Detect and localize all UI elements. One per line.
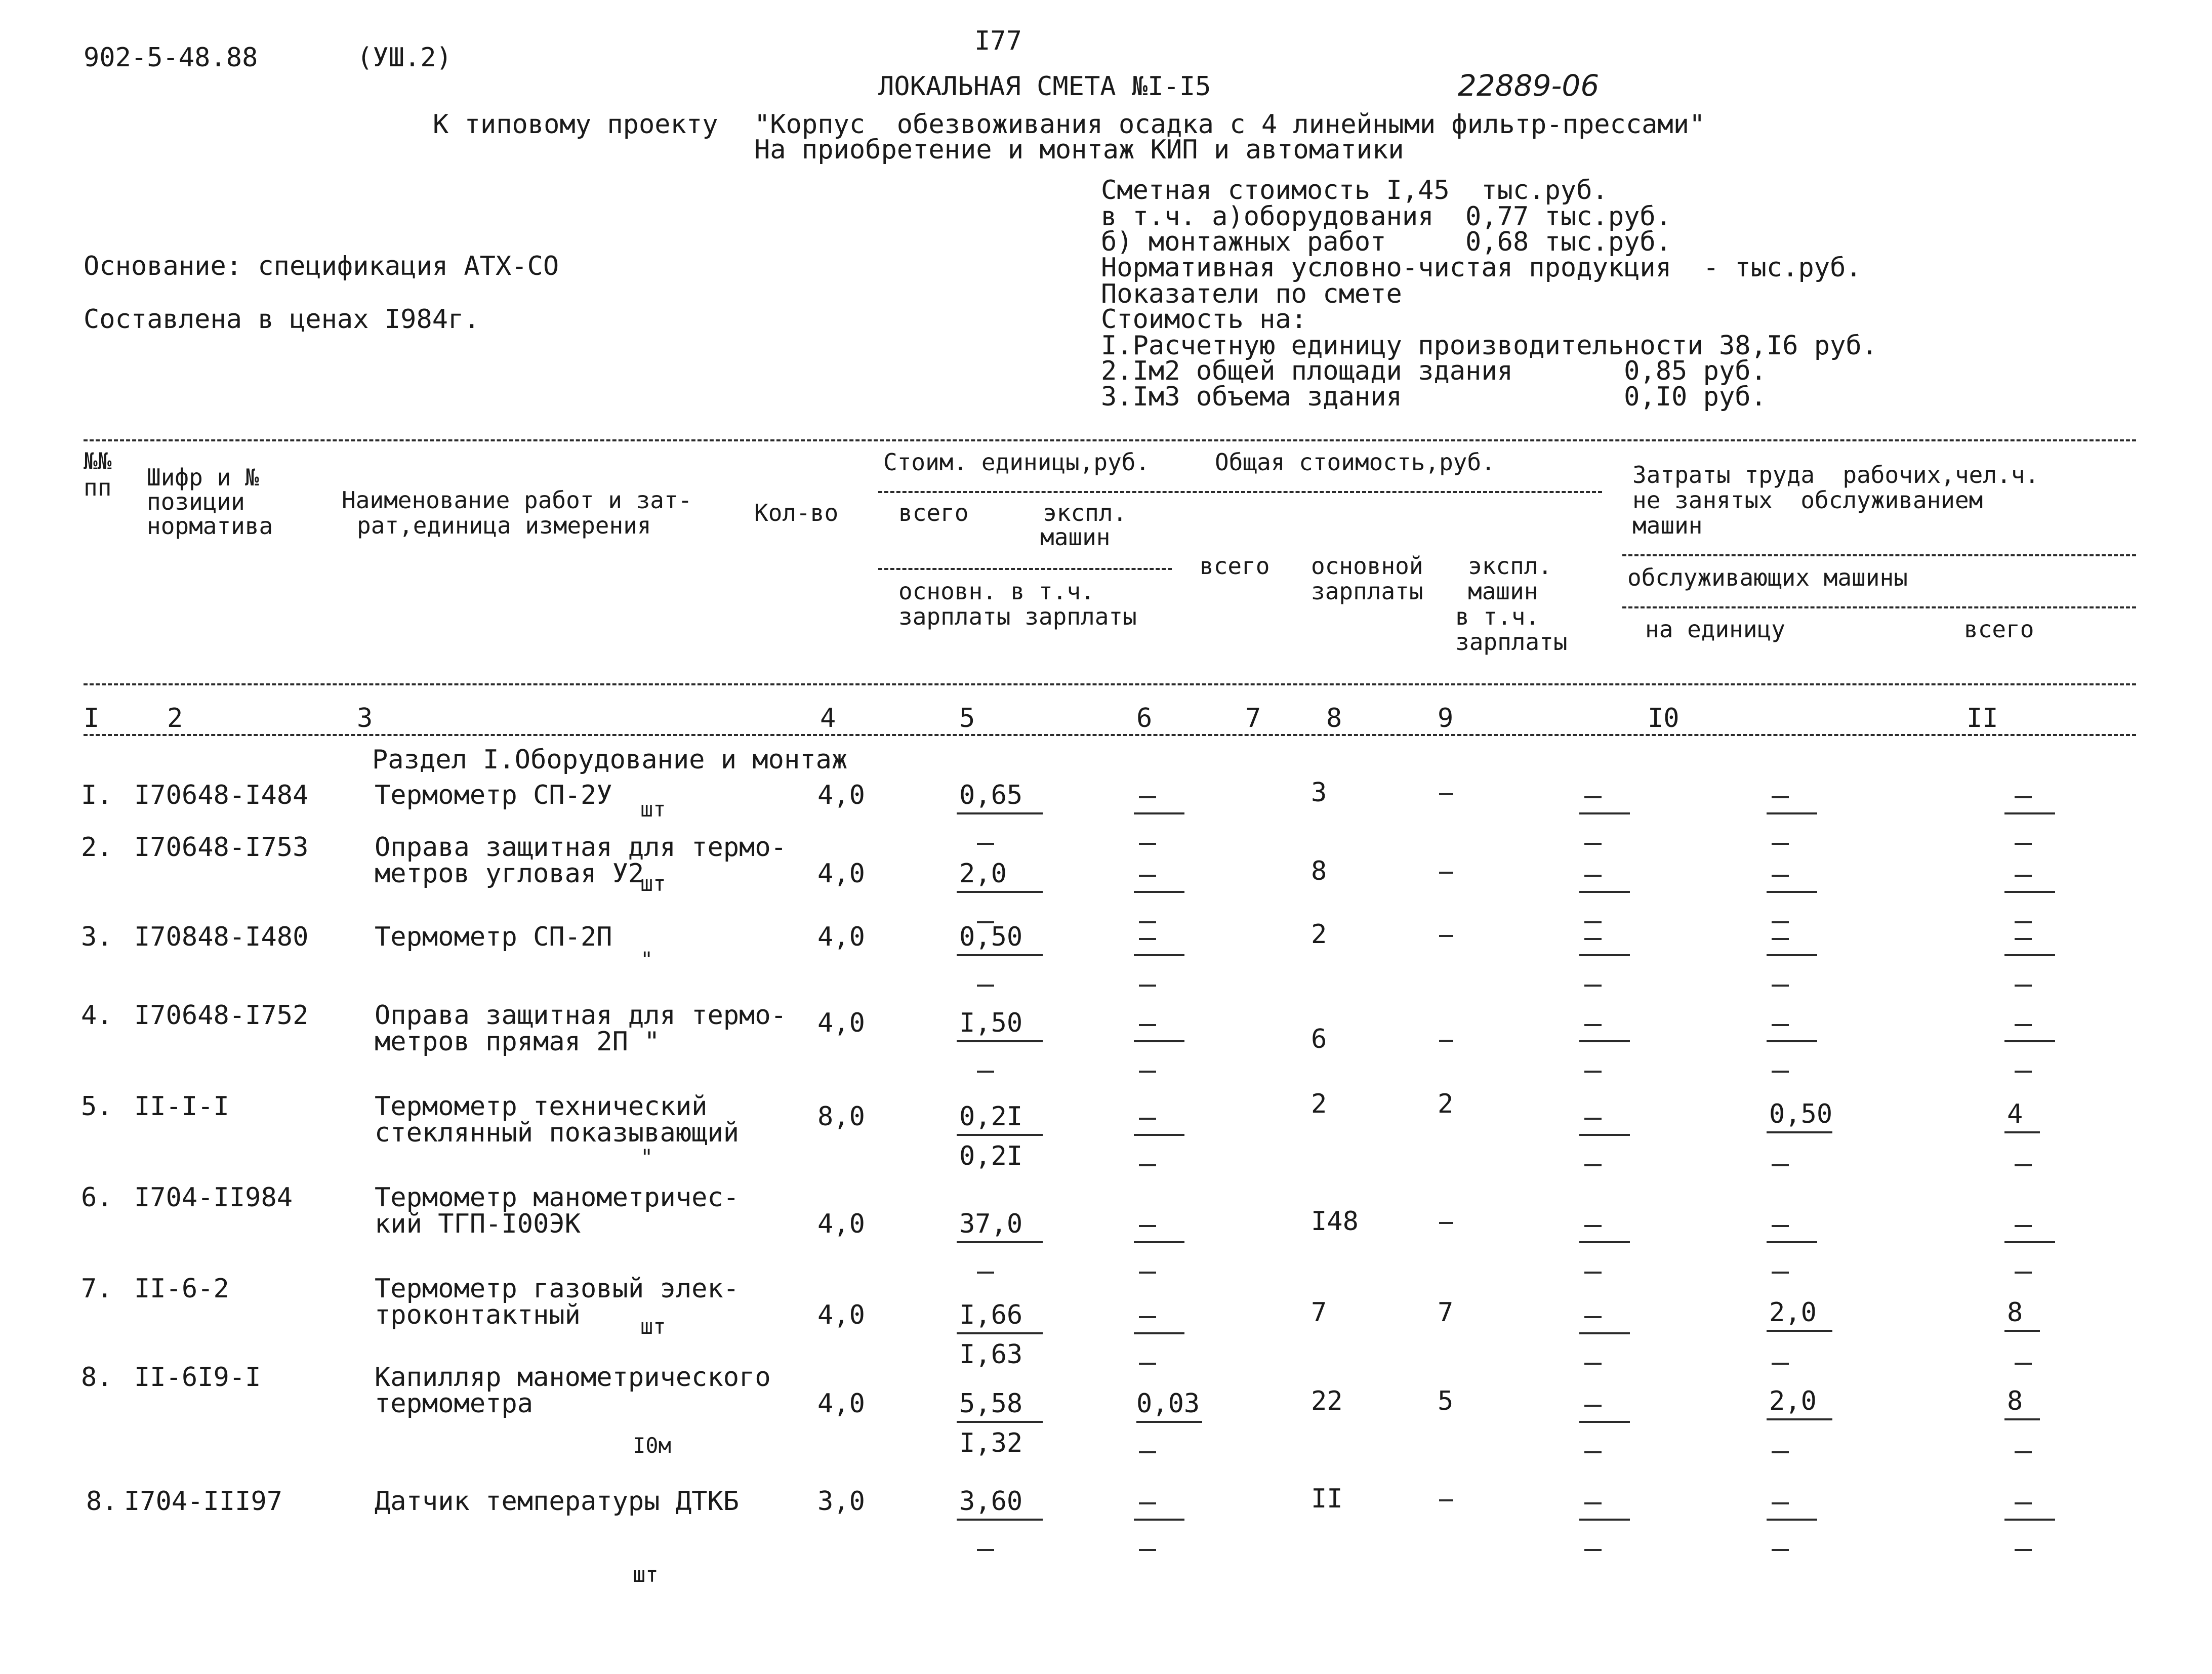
dash-mark bbox=[2015, 1071, 2032, 1073]
dash-mark bbox=[2015, 875, 2032, 877]
dash-mark bbox=[1772, 1549, 1789, 1551]
dash-mark bbox=[1772, 796, 1789, 798]
dash-mark bbox=[1139, 1316, 1156, 1318]
doc-code: 902-5-48.88 bbox=[84, 43, 258, 73]
row-quantity: 3,0 bbox=[817, 1486, 865, 1517]
row-labor-unit: 2,0 bbox=[1769, 1386, 1817, 1416]
col-code-header: норматива bbox=[147, 512, 273, 540]
labor-unit-underline bbox=[1767, 1519, 1817, 1521]
dash-mark bbox=[1584, 1024, 1602, 1026]
row-labor-total: 4 bbox=[2007, 1099, 2023, 1129]
row-code: I704-II984 bbox=[134, 1182, 293, 1213]
labor-total-underline bbox=[2004, 1418, 2040, 1420]
dash-mark bbox=[1584, 938, 1602, 940]
labor-total-underline bbox=[2004, 1131, 2040, 1133]
row-unit-cost: I,66 bbox=[959, 1300, 1023, 1330]
row-code: II-I-I bbox=[134, 1091, 229, 1122]
column-number: 5 bbox=[959, 703, 975, 733]
row-name: Капилляр манометрического bbox=[375, 1362, 771, 1393]
labor-underline bbox=[1579, 1421, 1630, 1423]
dash-mark bbox=[2015, 1024, 2032, 1026]
machines-underline bbox=[1134, 1134, 1184, 1136]
col-num-header: №№ bbox=[84, 447, 112, 475]
row-name: Датчик температуры ДТКБ bbox=[375, 1486, 740, 1517]
labor-unit-underline bbox=[1767, 1131, 1832, 1133]
col-name-header: рат,единица измерения bbox=[357, 512, 651, 539]
row-unit: шт bbox=[640, 871, 666, 896]
dash-mark bbox=[1584, 843, 1602, 845]
col-name-header: Наименование работ и зат- bbox=[342, 486, 692, 514]
row-unit-cost: I,50 bbox=[959, 1008, 1023, 1038]
unit-cost-underline bbox=[957, 1421, 1043, 1423]
labor-serving-header: обслуживающих машины bbox=[1627, 564, 1908, 591]
dash-mark bbox=[1584, 1451, 1602, 1453]
dash-mark bbox=[1584, 1405, 1602, 1407]
labor-underline bbox=[1579, 954, 1630, 956]
unit-cost-underline bbox=[957, 1241, 1043, 1243]
column-number: 8 bbox=[1326, 703, 1342, 733]
summary-line: в т.ч. а)оборудования 0,77 тыс.руб. bbox=[1101, 201, 1672, 232]
row-unit: шт bbox=[640, 797, 666, 822]
labor-total-header: всего bbox=[1964, 616, 2034, 643]
labor-underline bbox=[1579, 812, 1630, 814]
labor-unit-underline bbox=[1767, 1241, 1817, 1243]
dash-mark bbox=[1584, 921, 1602, 923]
row-code: I70848-I480 bbox=[134, 922, 309, 952]
row-quantity: 4,0 bbox=[817, 780, 865, 810]
row-total: I48 bbox=[1311, 1206, 1359, 1237]
row-total-machines: 5 bbox=[1438, 1386, 1454, 1416]
dash-mark bbox=[1139, 985, 1156, 987]
row-name: Термометр манометричес- bbox=[375, 1182, 740, 1213]
labor-underline bbox=[1579, 1040, 1630, 1042]
header-rule bbox=[1622, 554, 2136, 556]
labor-unit-underline bbox=[1767, 891, 1817, 893]
empty-dash bbox=[977, 985, 994, 987]
dash-mark bbox=[1139, 1225, 1156, 1227]
row-quantity: 8,0 bbox=[817, 1101, 865, 1132]
row-code: I70648-I752 bbox=[134, 1000, 309, 1031]
row-code: II-6-2 bbox=[134, 1274, 229, 1304]
row-unit-cost: 0,65 bbox=[959, 780, 1023, 810]
labor-underline bbox=[1579, 1519, 1630, 1521]
row-code: I70648-I753 bbox=[134, 832, 309, 863]
dash-mark bbox=[1772, 1451, 1789, 1453]
row-quantity: 4,0 bbox=[817, 922, 865, 952]
total-machines-header: зарплаты bbox=[1455, 628, 1568, 656]
dash-mark bbox=[1439, 872, 1453, 874]
dash-mark bbox=[1584, 796, 1602, 798]
row-total-machines: 7 bbox=[1438, 1297, 1454, 1328]
handwritten-number: 22889-06 bbox=[1458, 68, 1600, 103]
dash-mark bbox=[2015, 1363, 2032, 1365]
dash-mark bbox=[1139, 1272, 1156, 1274]
column-number: 9 bbox=[1438, 703, 1454, 733]
project-prefix: К типовому проекту bbox=[433, 109, 718, 140]
row-name: Термометр СП-2У bbox=[375, 780, 612, 810]
dash-mark bbox=[1772, 1071, 1789, 1073]
column-number: II bbox=[1967, 703, 1998, 733]
row-name: Термометр СП-2П bbox=[375, 922, 612, 952]
column-number: I bbox=[84, 703, 100, 733]
machines-underline bbox=[1134, 1241, 1184, 1243]
row-number: 8. bbox=[81, 1362, 113, 1393]
machines-underline bbox=[1134, 954, 1184, 956]
row-total: II bbox=[1311, 1484, 1343, 1514]
labor-total-underline bbox=[2004, 1330, 2040, 1332]
labor-total-underline bbox=[2004, 954, 2055, 956]
dash-mark bbox=[1584, 1502, 1602, 1504]
total-machines-header: машин bbox=[1468, 578, 1538, 605]
row-unit: шт bbox=[633, 1562, 659, 1587]
document-title: ЛОКАЛЬНАЯ СМЕТА №I-I5 bbox=[878, 71, 1211, 102]
row-number: 3. bbox=[81, 922, 113, 952]
machines-underline bbox=[1136, 1421, 1202, 1423]
row-total: 2 bbox=[1311, 919, 1327, 950]
row-number: 5. bbox=[81, 1091, 113, 1122]
summary-line: 2.Iм2 общей площади здания 0,85 руб. bbox=[1101, 356, 1767, 386]
dash-mark bbox=[1772, 1024, 1789, 1026]
labor-underline bbox=[1579, 1332, 1630, 1334]
dash-mark bbox=[1772, 843, 1789, 845]
empty-dash bbox=[977, 1272, 994, 1274]
dash-mark bbox=[2015, 921, 2032, 923]
row-code: I70648-I484 bbox=[134, 780, 309, 810]
row-labor-unit: 2,0 bbox=[1769, 1297, 1817, 1328]
dash-mark bbox=[1139, 843, 1156, 845]
row-unit-cost-wage: I,63 bbox=[959, 1339, 1023, 1370]
summary-line: 3.Iм3 объема здания 0,I0 руб. bbox=[1101, 382, 1767, 412]
labor-total-underline bbox=[2004, 1241, 2055, 1243]
dash-mark bbox=[2015, 985, 2032, 987]
summary-line: Сметная стоимость I,45 тыс.руб. bbox=[1101, 175, 1608, 206]
labor-unit-underline bbox=[1767, 1040, 1817, 1042]
project-scope: На приобретение и монтаж КИП и автоматики bbox=[754, 135, 1404, 165]
dash-mark bbox=[1584, 1549, 1602, 1551]
row-number: 4. bbox=[81, 1000, 113, 1031]
row-unit-cost: 37,0 bbox=[959, 1209, 1023, 1239]
labor-unit-underline bbox=[1767, 1330, 1832, 1332]
dash-mark bbox=[1139, 1549, 1156, 1551]
total-wages-header: основной bbox=[1311, 552, 1423, 580]
row-name: термометра bbox=[375, 1389, 534, 1419]
empty-dash bbox=[977, 1071, 994, 1073]
section-title: Раздел I.Оборудование и монтаж bbox=[372, 745, 848, 775]
labor-underline bbox=[1579, 1241, 1630, 1243]
unit-cost-group-header: Стоим. единицы,руб. bbox=[883, 448, 1150, 476]
row-number: 8. bbox=[86, 1486, 118, 1517]
column-number: 4 bbox=[820, 703, 836, 733]
album-number: (УШ.2) bbox=[357, 43, 452, 73]
row-name: троконтактный bbox=[375, 1300, 581, 1330]
unit-machines-header: машин bbox=[1040, 523, 1111, 551]
labor-underline bbox=[1579, 1134, 1630, 1136]
row-name: Термометр газовый элек- bbox=[375, 1274, 740, 1304]
row-total-machines: 2 bbox=[1438, 1089, 1454, 1119]
dash-mark bbox=[1584, 1118, 1602, 1120]
unit-cost-underline bbox=[957, 812, 1043, 814]
page-number: I77 bbox=[974, 26, 1022, 56]
row-unit: " bbox=[640, 1145, 653, 1169]
total-machines-header: в т.ч. bbox=[1455, 603, 1540, 630]
row-quantity: 4,0 bbox=[817, 1209, 865, 1239]
column-number: 7 bbox=[1245, 703, 1261, 733]
header-rule bbox=[878, 568, 1172, 570]
row-quantity: 4,0 bbox=[817, 1389, 865, 1419]
dash-mark bbox=[1139, 1118, 1156, 1120]
row-machines-cost: 0,03 bbox=[1136, 1389, 1200, 1419]
dash-mark bbox=[1772, 1272, 1789, 1274]
header-bottom-rule bbox=[84, 683, 2136, 685]
column-number: I0 bbox=[1648, 703, 1680, 733]
row-total: 3 bbox=[1311, 778, 1327, 808]
dash-mark bbox=[1772, 1502, 1789, 1504]
summary-line: Стоимость на: bbox=[1101, 304, 1307, 335]
labor-per-unit-header: на единицу bbox=[1645, 616, 1785, 643]
labor-group-header: Затраты труда рабочих,чел.ч. bbox=[1632, 461, 2039, 488]
unit-cost-underline bbox=[957, 891, 1043, 893]
dash-mark bbox=[2015, 1502, 2032, 1504]
dash-mark bbox=[1584, 1164, 1602, 1166]
dash-mark bbox=[2015, 938, 2032, 940]
dash-mark bbox=[2015, 1225, 2032, 1227]
col-code-header: Шифр и № bbox=[147, 464, 259, 491]
dash-mark bbox=[1772, 921, 1789, 923]
header-rule bbox=[1622, 606, 2136, 608]
row-number: 6. bbox=[81, 1182, 113, 1213]
machines-underline bbox=[1134, 812, 1184, 814]
machines-underline bbox=[1134, 1040, 1184, 1042]
row-total: 6 bbox=[1311, 1024, 1327, 1054]
row-unit-cost: 0,50 bbox=[959, 922, 1023, 952]
labor-group-header: не занятых обслуживанием bbox=[1632, 486, 1983, 514]
column-number: 3 bbox=[357, 703, 373, 733]
unit-cost-underline bbox=[957, 1040, 1043, 1042]
labor-total-underline bbox=[2004, 891, 2055, 893]
row-total: 2 bbox=[1311, 1089, 1327, 1119]
summary-line: Показатели по смете bbox=[1101, 279, 1402, 309]
row-total: 8 bbox=[1311, 856, 1327, 886]
dash-mark bbox=[1439, 793, 1453, 795]
dash-mark bbox=[1772, 1363, 1789, 1365]
dash-mark bbox=[1139, 1451, 1156, 1453]
dash-mark bbox=[1439, 1040, 1453, 1042]
dash-mark bbox=[2015, 1451, 2032, 1453]
row-name: Оправа защитная для термо- bbox=[375, 1000, 787, 1031]
dash-mark bbox=[2015, 843, 2032, 845]
dash-mark bbox=[1139, 921, 1156, 923]
unit-cost-underline bbox=[957, 954, 1043, 956]
labor-total-underline bbox=[2004, 1519, 2055, 1521]
dash-mark bbox=[1139, 1363, 1156, 1365]
dash-mark bbox=[1139, 1071, 1156, 1073]
labor-total-underline bbox=[2004, 812, 2055, 814]
labor-unit-underline bbox=[1767, 1418, 1832, 1420]
row-unit-cost: 5,58 bbox=[959, 1389, 1023, 1419]
row-name: стеклянный показывающий bbox=[375, 1118, 740, 1148]
column-number: 2 bbox=[167, 703, 183, 733]
row-unit-cost: 2,0 bbox=[959, 859, 1007, 889]
total-group-header: Общая стоимость,руб. bbox=[1215, 448, 1495, 476]
labor-group-header: машин bbox=[1632, 512, 1703, 539]
row-labor-unit: 0,50 bbox=[1769, 1099, 1833, 1129]
empty-dash bbox=[977, 843, 994, 845]
dash-mark bbox=[1772, 1164, 1789, 1166]
machines-underline bbox=[1134, 1332, 1184, 1334]
dash-mark bbox=[1584, 1272, 1602, 1274]
total-machines-header: экспл. bbox=[1468, 552, 1552, 580]
dash-mark bbox=[1584, 1316, 1602, 1318]
dash-mark bbox=[2015, 1272, 2032, 1274]
dash-mark bbox=[1584, 985, 1602, 987]
dash-mark bbox=[2015, 1164, 2032, 1166]
row-name: кий ТГП-I00ЭК bbox=[375, 1209, 581, 1239]
row-code: I704-III97 bbox=[124, 1486, 283, 1517]
row-quantity: 4,0 bbox=[817, 1008, 865, 1038]
col-qty-header: Кол-во bbox=[754, 499, 839, 526]
row-unit-cost: 3,60 bbox=[959, 1486, 1023, 1517]
summary-line: б) монтажных работ 0,68 тыс.руб. bbox=[1101, 227, 1672, 257]
unit-cost-underline bbox=[957, 1134, 1043, 1136]
dash-mark bbox=[1584, 1363, 1602, 1365]
project-name: "Корпус обезвоживания осадка с 4 линейными фильтр-прессами" bbox=[754, 109, 1705, 140]
dash-mark bbox=[1772, 1225, 1789, 1227]
row-number: 2. bbox=[81, 832, 113, 863]
row-name: Термометр технический bbox=[375, 1091, 708, 1122]
row-name: метров угловая У2 bbox=[375, 859, 644, 889]
column-number: 6 bbox=[1136, 703, 1153, 733]
labor-unit-underline bbox=[1767, 954, 1817, 956]
table-top-rule bbox=[84, 439, 2136, 441]
unit-machines-header: экспл. bbox=[1043, 499, 1127, 526]
empty-dash bbox=[977, 1549, 994, 1551]
unit-wages-header: зарплаты зарплаты bbox=[898, 603, 1137, 630]
row-quantity: 4,0 bbox=[817, 859, 865, 889]
dash-mark bbox=[2015, 796, 2032, 798]
prices-year-line: Составлена в ценах I984г. bbox=[84, 304, 480, 335]
row-unit-cost: 0,2I bbox=[959, 1101, 1023, 1132]
row-name: метров прямая 2П " bbox=[375, 1027, 660, 1057]
dash-mark bbox=[1139, 1502, 1156, 1504]
unit-wages-header: основн. в т.ч. bbox=[898, 578, 1095, 605]
dash-mark bbox=[1584, 875, 1602, 877]
dash-mark bbox=[1439, 935, 1453, 937]
machines-underline bbox=[1134, 891, 1184, 893]
dash-mark bbox=[1139, 875, 1156, 877]
labor-unit-underline bbox=[1767, 812, 1817, 814]
machines-underline bbox=[1134, 1519, 1184, 1521]
row-labor-total: 8 bbox=[2007, 1386, 2023, 1416]
row-number: 7. bbox=[81, 1274, 113, 1304]
dash-mark bbox=[1772, 938, 1789, 940]
row-quantity: 4,0 bbox=[817, 1300, 865, 1330]
total-all-header: всего bbox=[1200, 552, 1270, 580]
unit-cost-underline bbox=[957, 1519, 1043, 1521]
dash-mark bbox=[2015, 1549, 2032, 1551]
row-total: 22 bbox=[1311, 1386, 1343, 1416]
unit-cost-underline bbox=[957, 1332, 1043, 1334]
row-code: II-6I9-I bbox=[134, 1362, 261, 1393]
col-code-header: позиции bbox=[147, 488, 245, 515]
header-rule bbox=[878, 491, 1602, 493]
row-unit: I0м bbox=[633, 1433, 671, 1458]
unit-all-header: всего bbox=[898, 499, 969, 526]
row-total: 7 bbox=[1311, 1297, 1327, 1328]
row-unit-cost-wage: I,32 bbox=[959, 1428, 1023, 1458]
dash-mark bbox=[1139, 796, 1156, 798]
row-unit-cost-wage: 0,2I bbox=[959, 1141, 1023, 1171]
summary-line: Нормативная условно-чистая продукция - тыс.руб. bbox=[1101, 253, 1862, 283]
dash-mark bbox=[1772, 875, 1789, 877]
row-unit: " bbox=[640, 947, 653, 972]
dash-mark bbox=[1584, 1225, 1602, 1227]
dash-mark bbox=[1772, 985, 1789, 987]
labor-total-underline bbox=[2004, 1040, 2055, 1042]
row-unit: шт bbox=[640, 1314, 666, 1339]
basis-line: Основание: спецификация АТХ-СО bbox=[84, 251, 559, 281]
dash-mark bbox=[1139, 1024, 1156, 1026]
col-num-header: пп bbox=[84, 474, 112, 501]
dash-mark bbox=[1439, 1222, 1453, 1224]
dash-mark bbox=[1584, 1071, 1602, 1073]
labor-underline bbox=[1579, 891, 1630, 893]
dash-mark bbox=[1439, 1499, 1453, 1501]
row-number: I. bbox=[81, 780, 113, 810]
dash-mark bbox=[1139, 938, 1156, 940]
dash-mark bbox=[1139, 1164, 1156, 1166]
total-wages-header: зарплаты bbox=[1311, 578, 1423, 605]
row-labor-total: 8 bbox=[2007, 1297, 2023, 1328]
summary-line: I.Расчетную единицу производительности 38,I6 руб. bbox=[1101, 331, 1878, 361]
column-number-rule bbox=[84, 734, 2136, 736]
row-name: Оправа защитная для термо- bbox=[375, 832, 787, 863]
